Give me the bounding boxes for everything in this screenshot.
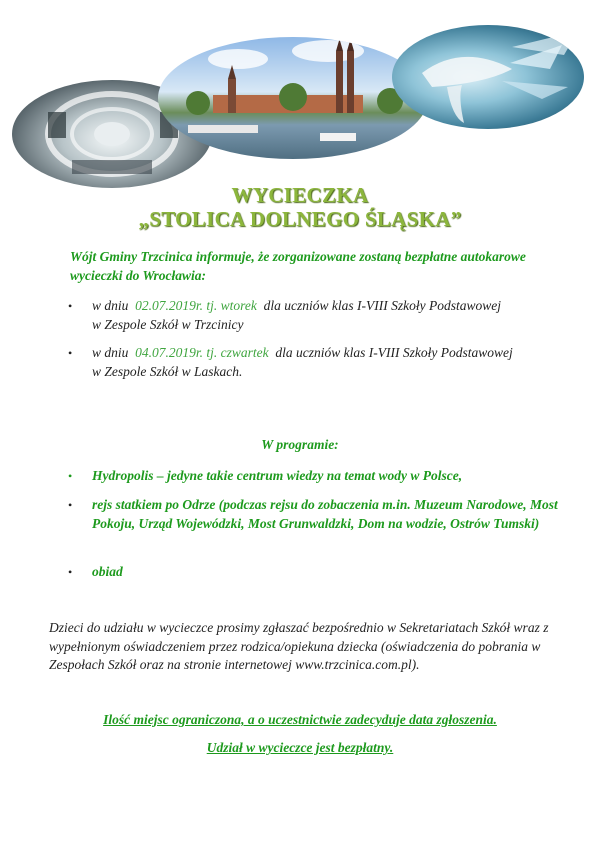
wroclaw-river-photo (158, 37, 428, 159)
trip-1-line2: w Zespole Szkół w Trzcinicy (92, 316, 244, 332)
intro-paragraph: Wójt Gminy Trzcinica informuje, że zorganizowane zostaną bezpłatne autokarowe wycieczki do Wrocławia: (70, 249, 526, 283)
trip-item-1 (92, 297, 562, 334)
notice-limited-places: Ilość miejsc ograniczona, a o uczestnictwie zadecyduje data zgłoszenia. (103, 712, 497, 727)
trip-item-2 (92, 344, 562, 381)
bullet-icon: • (68, 498, 73, 512)
title-line-1: WYCIECZKA (231, 183, 369, 207)
trip-2-date: 04.07.2019r. tj. czwartek (135, 345, 269, 360)
bullet-icon: • (68, 346, 73, 360)
signup-paragraph: Dzieci do udziału w wycieczce prosimy zgłaszać bezpośrednio w Sekretariatach Szkół wraz z wypełnionym oświadczeniem przez rodzica/opiekuna dziecka (oświadczenia do pobrania w Zespołach Szkół oraz na stronie internetowej www.trzcinica.com.pl). (49, 620, 549, 672)
header-photos (0, 0, 600, 185)
program-item-hydropolis: Hydropolis – jedyne takie centrum wiedzy na temat wody w Polsce, (92, 468, 463, 483)
bullet-icon: • (68, 299, 73, 313)
trip-1-line1: dla uczniów klas I-VIII Szkoły Podstawowej (263, 298, 501, 313)
bullet-icon: • (68, 469, 73, 483)
program-item-lunch: obiad (92, 564, 123, 579)
program-item-cruise: rejs statkiem po Odrze (podczas rejsu do zobaczenia m.in. Muzeum Narodowe, Most Pokoju, Urząd Wojewódzki, Most Grunwaldzki, Dom na wodzie, Ostrów Tumski) (92, 497, 558, 531)
title-line-2: „STOLICA DOLNEGO ŚLĄSKA” (138, 207, 462, 231)
trip-2-line2: w Zespole Szkół w Laskach. (92, 363, 243, 379)
notice-free-trip: Udział w wycieczce jest bezpłatny. (206, 740, 394, 755)
aquarium-shark-photo (392, 25, 584, 129)
program-heading: W programie: (261, 437, 339, 452)
bullet-icon: • (68, 565, 73, 579)
trip-1-prefix: w dniu (92, 298, 129, 313)
trip-1-date: 02.07.2019r. tj. wtorek (135, 298, 257, 313)
trip-2-prefix: w dniu (92, 345, 129, 360)
trip-2-line1: dla uczniów klas I-VIII Szkoły Podstawowej (275, 345, 513, 360)
